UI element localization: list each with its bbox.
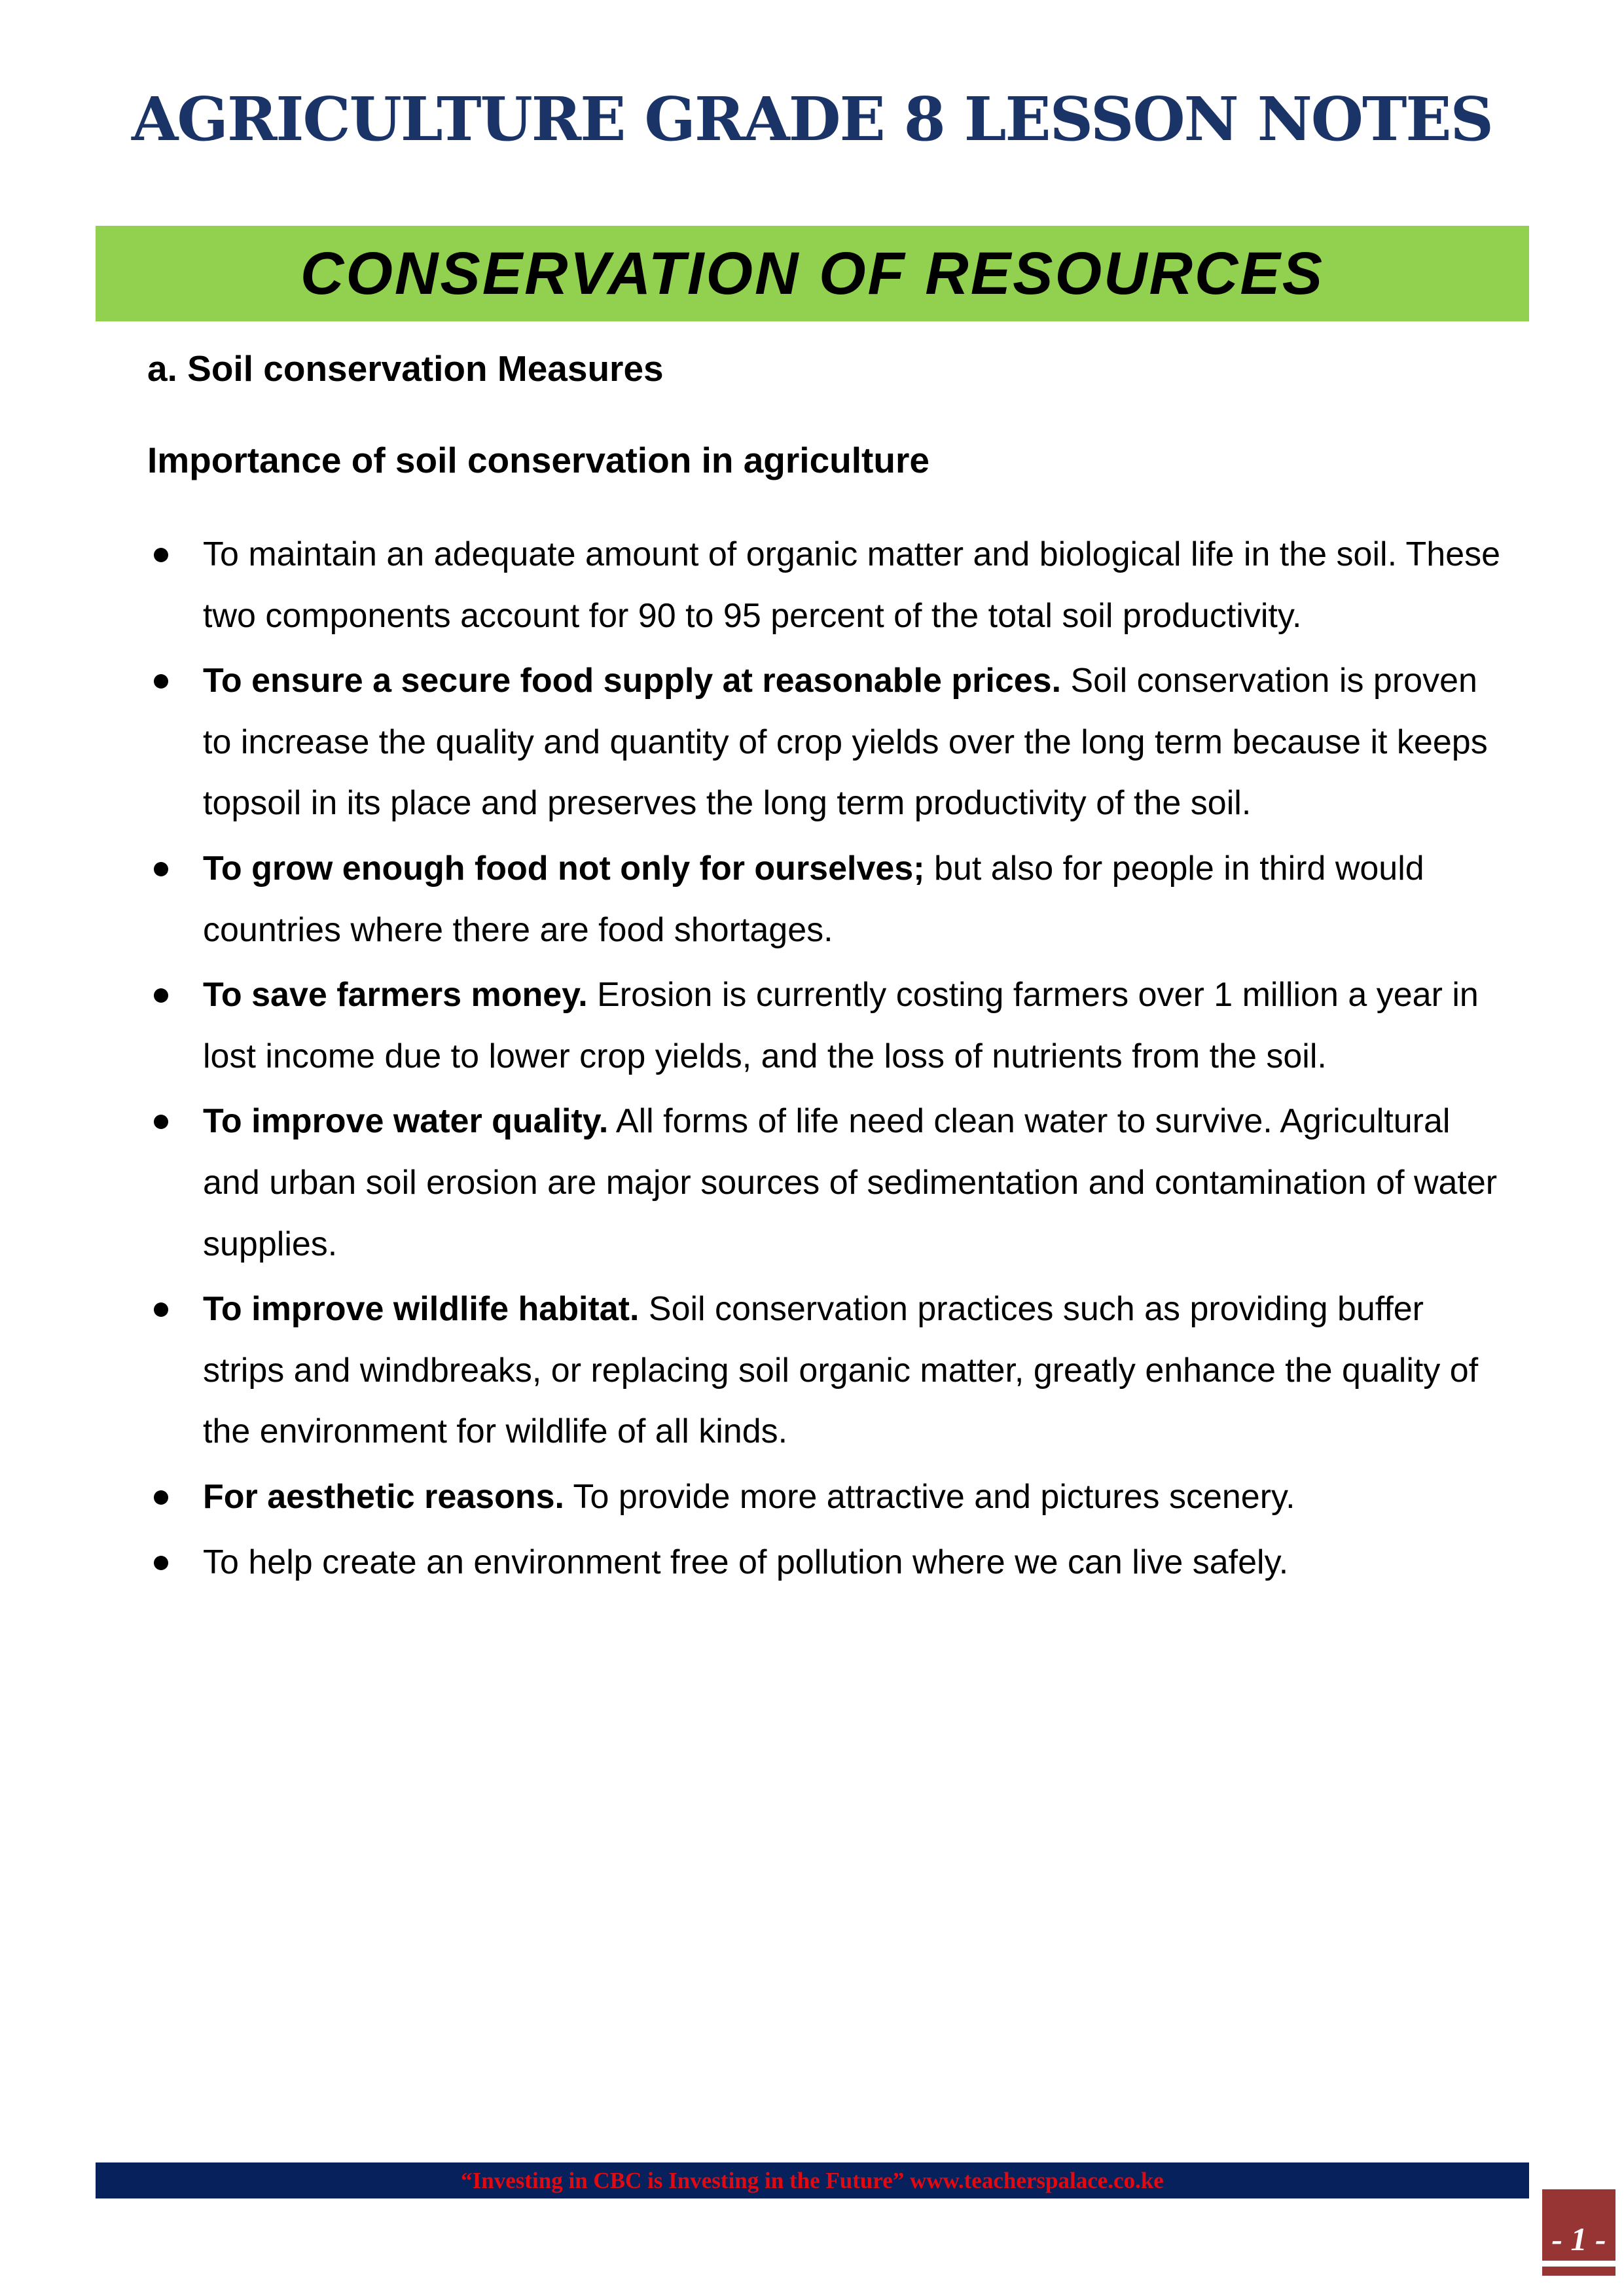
list-item — [147, 1532, 1502, 1594]
bullet-body-text: Erosion is currently costing farmers over 1 million a year in lost income due to lower crop yields, and the loss of nutrients from the soil. — [203, 976, 1479, 1075]
list-item — [147, 1279, 1502, 1463]
bullet-marker-icon — [154, 1490, 168, 1505]
bullet-marker-icon — [154, 988, 168, 1003]
section-heading: a. Soil conservation Measures — [147, 348, 664, 389]
bullet-lead-text: To improve water quality. — [203, 1102, 609, 1141]
list-item — [147, 651, 1502, 834]
bullet-lead-text: For aesthetic reasons. — [203, 1477, 564, 1516]
bullet-body-text: To maintain an adequate amount of organic matter and biological life in the soil. These two components account for 90 to 95 percent of the total soil productivity. — [203, 535, 1501, 635]
bullet-lead-text: To grow enough food not only for ourselves; — [203, 849, 925, 888]
topic-banner-title: CONSERVATION OF RESOURCES — [300, 240, 1325, 307]
bullet-body-text: but also for people in third would countries where there are food shortages. — [203, 849, 1424, 949]
bullet-body-text: Soil conservation is proven to increase the quality and quantity of crop yields over the long term because it keeps topsoil in its place and preserves the long term productivity of the soil. — [203, 662, 1488, 823]
bullet-body-text: Soil conservation practices such as providing buffer strips and windbreaks, or replacing soil organic matter, greatly enhance the quality of the environment for wildlife of all kinds. — [203, 1290, 1479, 1451]
page-number-box — [1542, 2189, 1615, 2276]
list-item — [147, 838, 1502, 961]
bullet-lead-text: To save farmers money. — [203, 976, 588, 1014]
bullet-marker-icon — [154, 1556, 168, 1570]
bullet-marker-icon — [154, 1302, 168, 1317]
list-item — [147, 524, 1502, 647]
bullet-lead-text: To ensure a secure food supply at reasonable prices. — [203, 662, 1062, 700]
footer-quote: “Investing in CBC is Investing in the Future” www.teacherspalace.co.ke — [461, 2167, 1164, 2193]
bullet-list — [147, 524, 1502, 1593]
bullet-marker-icon — [154, 862, 168, 876]
list-item — [147, 965, 1502, 1087]
list-item — [147, 1091, 1502, 1275]
bullet-body-text: To help create an environment free of pollution where we can live safely. — [203, 1543, 1289, 1581]
page-number: - 1 - — [1542, 2220, 1615, 2267]
bullet-lead-text: To improve wildlife habitat. — [203, 1290, 640, 1329]
bullet-marker-icon — [154, 548, 168, 562]
lesson-content — [147, 346, 1502, 1597]
bullet-body-text: To provide more attractive and pictures scenery. — [564, 1477, 1295, 1516]
footer-bar — [96, 2162, 1529, 2198]
subheading: Importance of soil conservation in agriculture — [147, 439, 929, 480]
bullet-body-text: All forms of life need clean water to survive. Agricultural and urban soil erosion are major sources of sedimentation and contamination of water supplies. — [203, 1102, 1498, 1263]
bullet-marker-icon — [154, 674, 168, 689]
list-item — [147, 1467, 1502, 1528]
page-title: AGRICULTURE GRADE 8 LESSON NOTES — [132, 84, 1492, 154]
topic-banner — [96, 226, 1529, 321]
bullet-marker-icon — [154, 1115, 168, 1129]
